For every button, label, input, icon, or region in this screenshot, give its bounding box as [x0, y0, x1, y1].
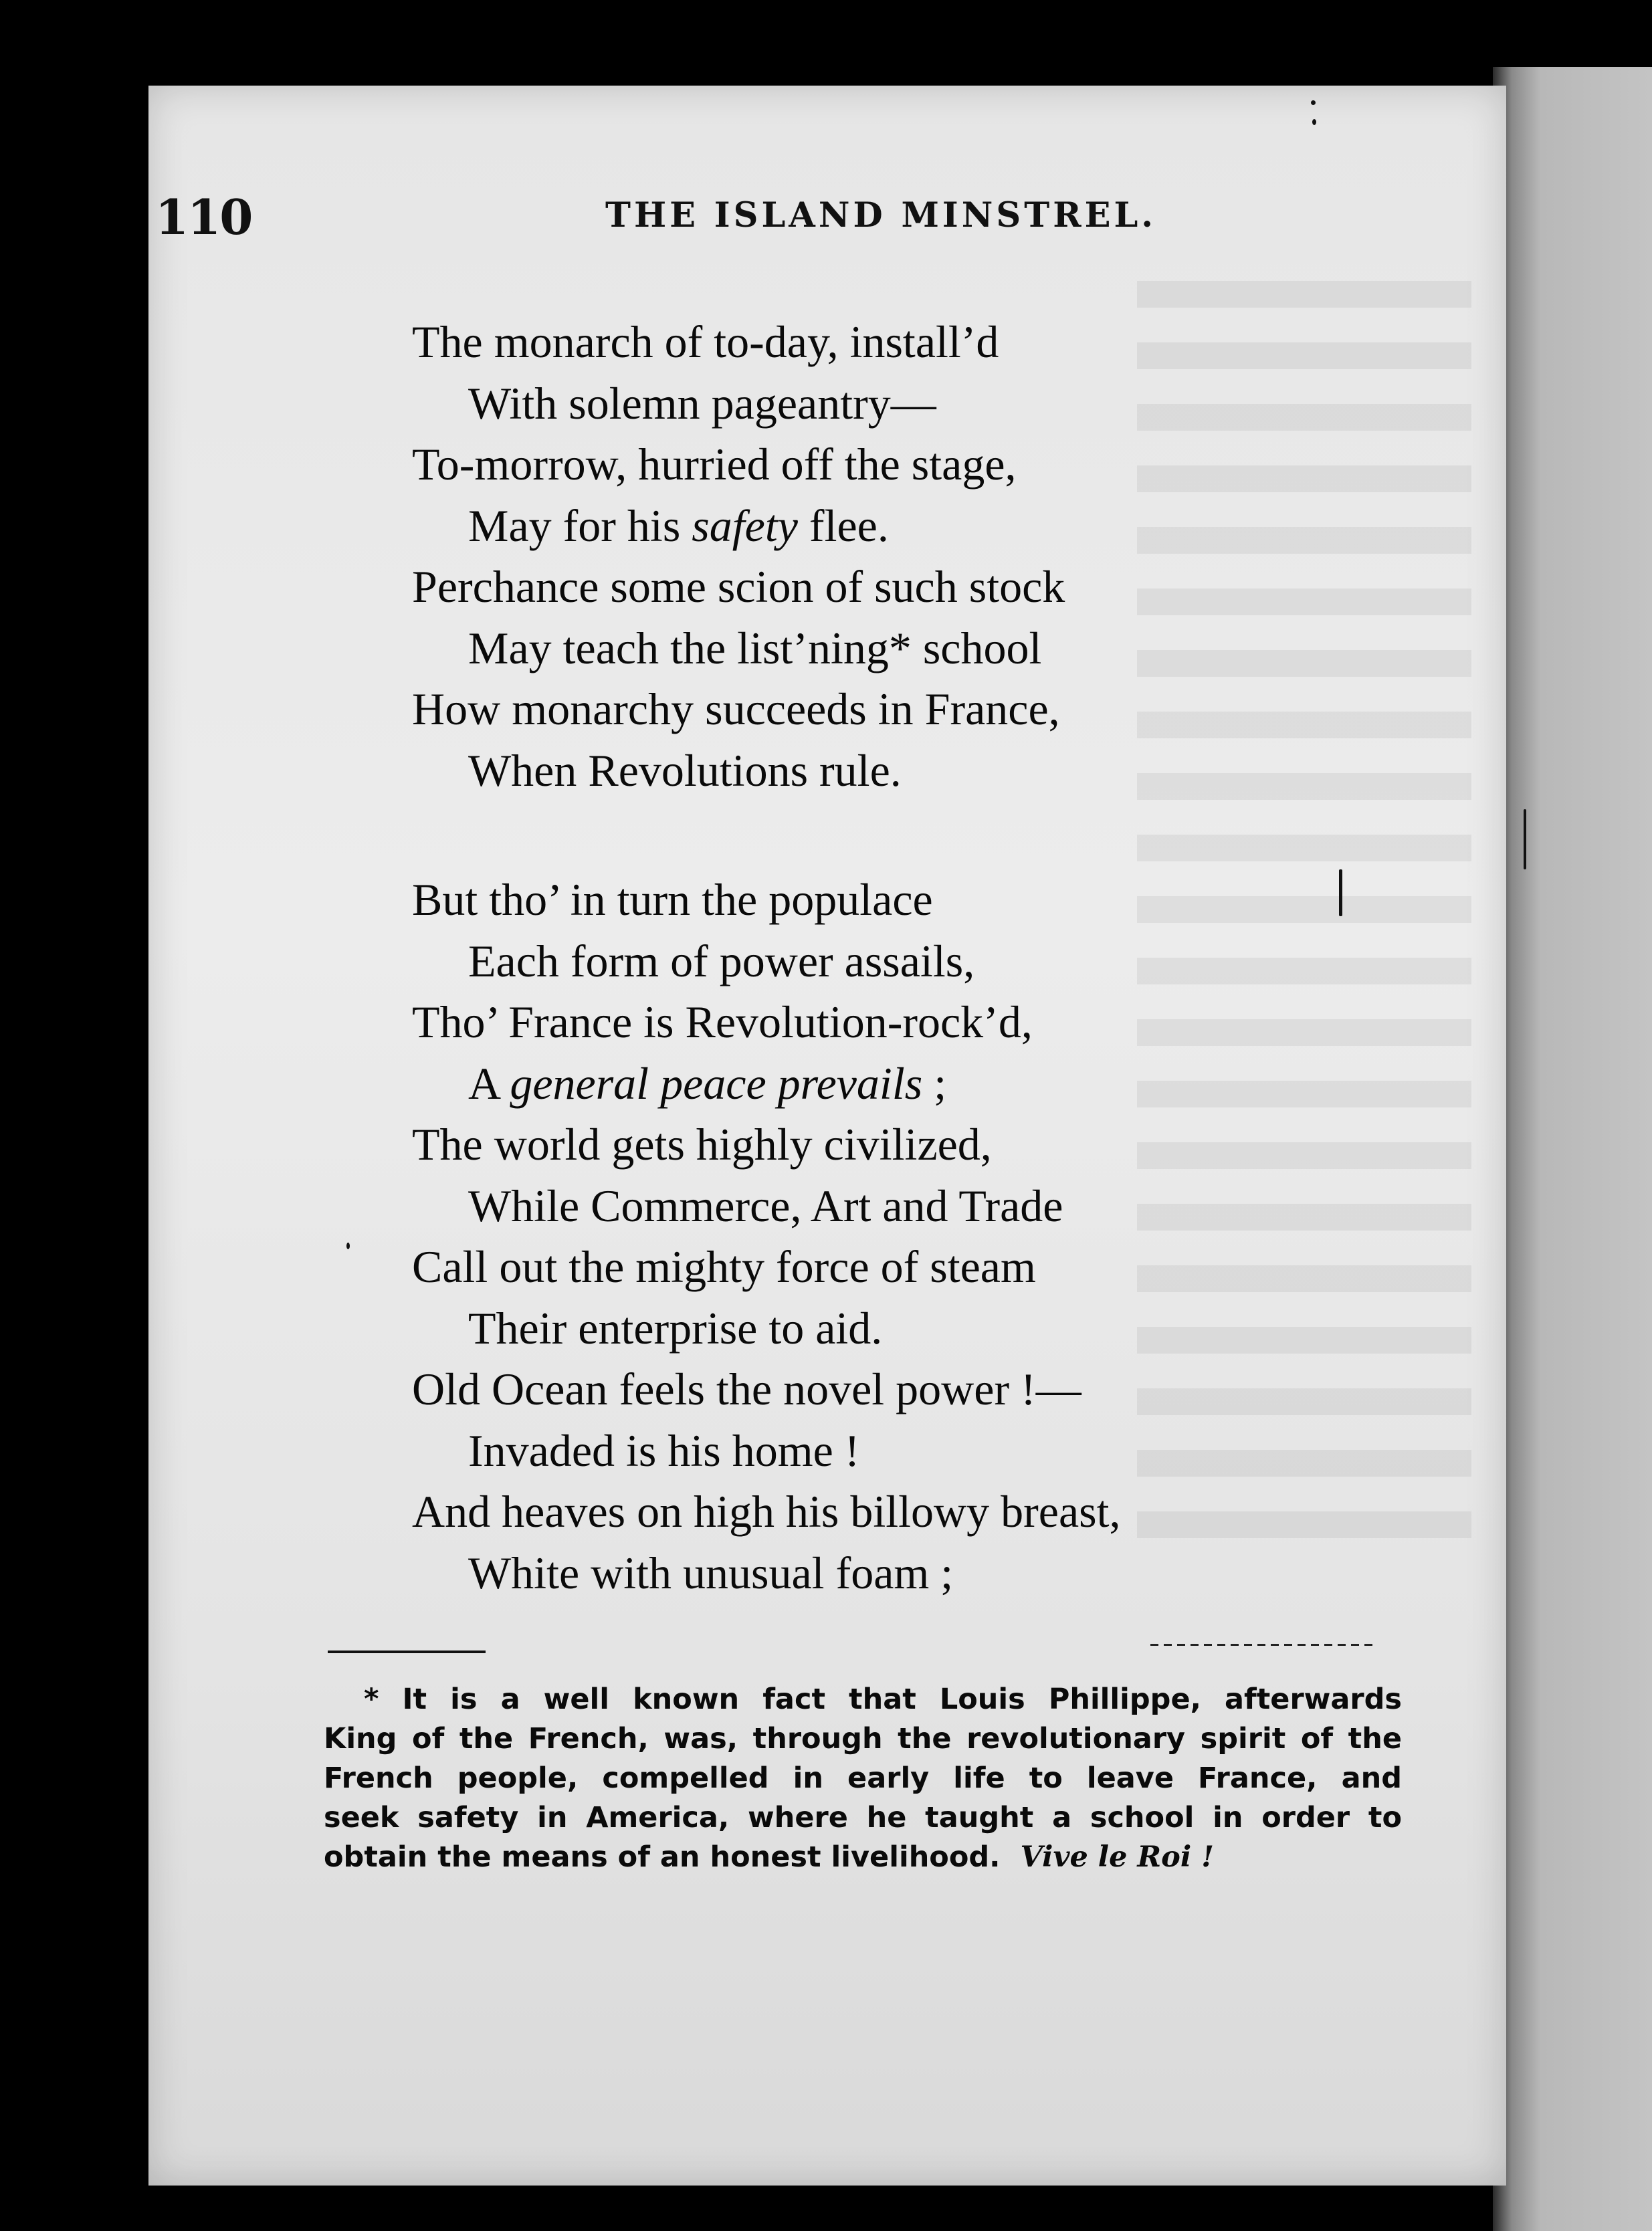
verse-line: Perchance some scion of such stock — [412, 561, 1065, 612]
scan-speck — [1524, 809, 1526, 869]
footnote-line: King of the French, was, through the revolutionary spirit of the — [324, 1722, 1402, 1756]
stanza-2 — [412, 869, 1121, 1604]
verse-line: But tho’ in turn the populace — [412, 874, 933, 925]
verse-line: To-morrow, hurried off the stage, — [412, 439, 1017, 490]
italic-emphasis: general peace prevails — [510, 1057, 923, 1109]
verse-line: And heaves on high his billowy breast, — [412, 1486, 1121, 1537]
verse-line: The world gets highly civilized, — [412, 1119, 992, 1170]
verse-line: Old Ocean feels the novel power !— — [412, 1364, 1081, 1414]
facing-page-edge — [1493, 67, 1652, 2231]
verse-line: Invaded is his home ! — [468, 1424, 860, 1476]
footnote-rule-faint — [1150, 1644, 1378, 1646]
stanza-1 — [412, 312, 1065, 801]
page-number: 110 — [155, 189, 252, 245]
footnote-line-last: obtain the means of an honest livelihood. Vive le Roi ! — [324, 1840, 1215, 1874]
running-title: THE ISLAND MINSTREL. — [605, 195, 1157, 235]
verse-line: How monarchy succeeds in France, — [412, 683, 1060, 734]
verse-line: Each form of power assails, — [468, 935, 975, 986]
verse-line: Tho’ France is Revolution-rock’d, — [412, 996, 1033, 1047]
verse-line: The monarch of to-day, install’d — [412, 316, 999, 367]
verse-line: May for his safety flee. — [468, 500, 889, 551]
footnote-line: seek safety in America, where he taught a school in order to — [324, 1801, 1402, 1834]
scan-speck — [1312, 119, 1316, 125]
verse-line: While Commerce, Art and Trade — [468, 1180, 1063, 1231]
verse-line: With solemn pageantry— — [468, 377, 936, 429]
footnote-motto: Vive le Roi ! — [1020, 1840, 1215, 1874]
scan-speck — [1339, 869, 1342, 916]
verse-line: May teach the list’ning* school — [468, 622, 1042, 673]
italic-emphasis: safety — [692, 500, 798, 551]
verse-line: When Revolutions rule. — [468, 744, 902, 796]
footnote-line: * It is a well known fact that Louis Phillippe, afterwards — [364, 1683, 1402, 1716]
scan-speck — [346, 1243, 350, 1249]
verse-line: A general peace prevails ; — [468, 1057, 947, 1109]
footnote — [324, 1680, 1402, 1877]
scan-speck — [1311, 100, 1316, 105]
footnote-rule — [328, 1651, 486, 1653]
footnote-line: French people, compelled in early life to leave France, and — [324, 1762, 1402, 1795]
verse-line: Call out the mighty force of steam — [412, 1241, 1036, 1292]
show-through-ghost — [1137, 281, 1471, 1552]
verse-line: White with unusual foam ; — [468, 1547, 954, 1598]
verse-line: Their enterprise to aid. — [468, 1302, 883, 1354]
